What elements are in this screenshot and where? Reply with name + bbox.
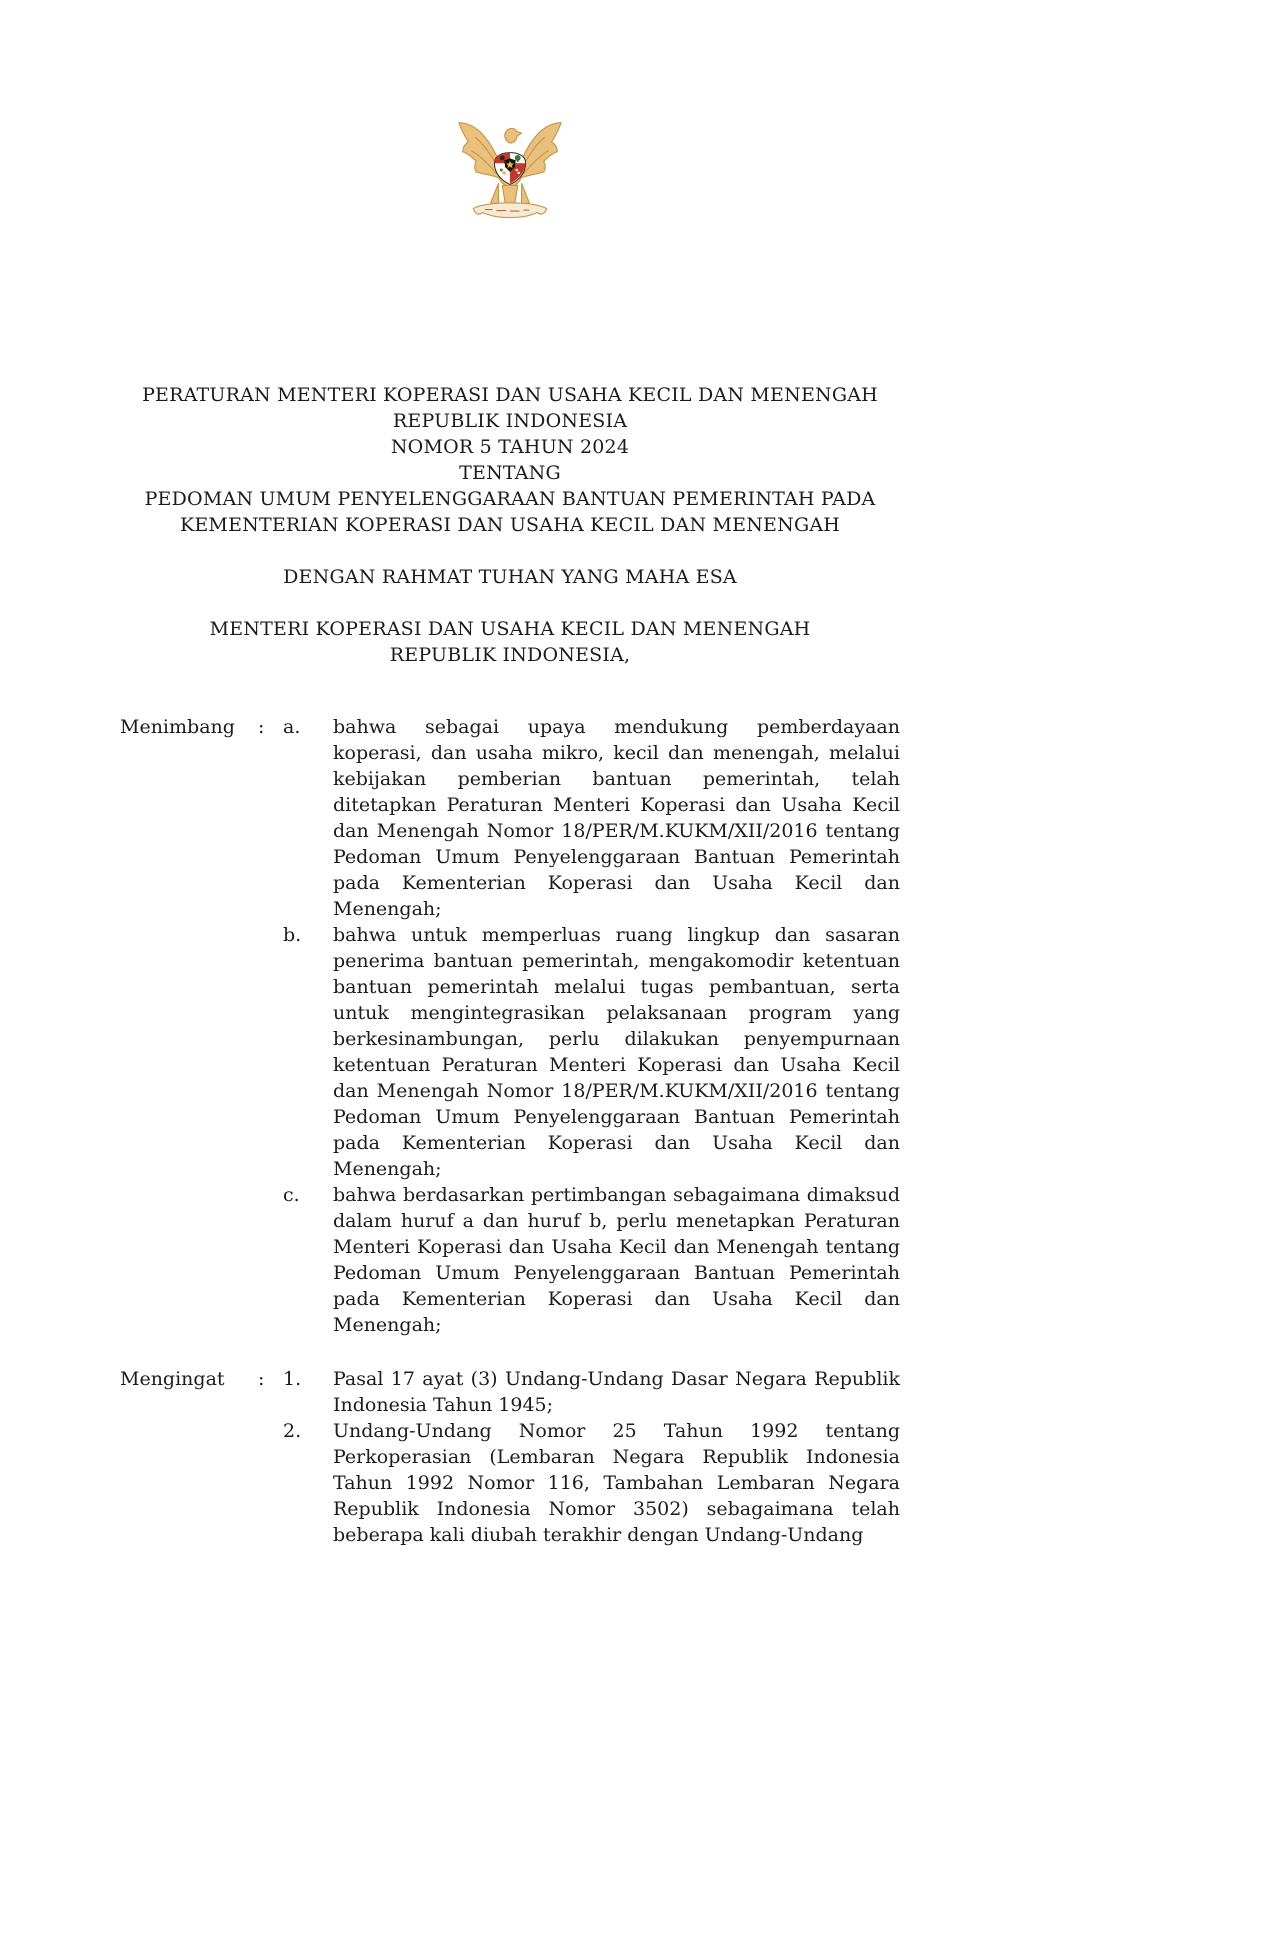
label-spacer	[120, 922, 258, 1182]
mengingat-label: Mengingat	[120, 1368, 225, 1390]
item-text: bahwa sebagai upaya mendukung pemberdayaan koperasi, dan usaha mikro, kecil dan menengah, melalui kebijakan pemberian bantuan pemerintah, telah ditetapkan Peraturan Menteri Koperasi dan Usaha Kecil dan Menengah Nomor 18/PER/M.KUKM/XII/2016 tentang Pedoman Umum Penyelenggaraan Bantuan Pemerintah pada Kementerian Koperasi dan Usaha Kecil dan Menengah;	[333, 716, 900, 920]
invocation-line: DENGAN RAHMAT TUHAN YANG MAHA ESA	[283, 566, 737, 588]
label-spacer	[120, 1418, 258, 1548]
menimbang-item-c	[120, 1182, 900, 1338]
label-spacer	[120, 1182, 258, 1338]
colon-spacer	[258, 1182, 283, 1338]
item-text: bahwa untuk memperluas ruang lingkup dan sasaran penerima bantuan pemerintah, mengakomodir ketentuan bantuan pemerintah melalui tugas pembantuan, serta untuk mengintegrasikan pelaksanaan program yang berkesinambungan, perlu dilakukan penyempurnaan ketentuan Peraturan Menteri Koperasi dan Usaha Kecil dan Menengah Nomor 18/PER/M.KUKM/XII/2016 tentang Pedoman Umum Penyelenggaraan Bantuan Pemerintah pada Kementerian Koperasi dan Usaha Kecil dan Menengah;	[333, 924, 900, 1180]
menimbang-item-b	[120, 922, 900, 1182]
garuda-icon	[452, 114, 568, 226]
item-text: bahwa berdasarkan pertimbangan sebagaimana dimaksud dalam huruf a dan huruf b, perlu menetapkan Peraturan Menteri Koperasi dan Usaha Kecil dan Menengah tentang Pedoman Umum Penyelenggaraan Bantuan Pemerintah pada Kementerian Koperasi dan Usaha Kecil dan Menengah;	[333, 1184, 900, 1336]
mengingat-item-1	[120, 1366, 900, 1418]
title-line-subject-1: PEDOMAN UMUM PENYELENGGARAAN BANTUAN PEMERINTAH PADA	[144, 488, 876, 510]
item-marker: 1.	[283, 1368, 302, 1390]
document-title	[120, 382, 900, 538]
menimbang-separator: :	[258, 716, 265, 738]
title-line-republic: REPUBLIK INDONESIA	[392, 410, 628, 432]
mengingat-section	[120, 1366, 900, 1548]
colon-spacer	[258, 1418, 283, 1548]
item-text: Pasal 17 ayat (3) Undang-Undang Dasar Negara Republik Indonesia Tahun 1945;	[333, 1368, 900, 1416]
colon-spacer	[258, 922, 283, 1182]
menimbang-label: Menimbang	[120, 716, 235, 738]
title-line-tentang: TENTANG	[459, 462, 561, 484]
menimbang-section	[120, 714, 900, 1338]
title-line-number: NOMOR 5 TAHUN 2024	[390, 436, 630, 458]
authority-line-1: MENTERI KOPERASI DAN USAHA KECIL DAN MENENGAH	[209, 618, 811, 640]
authority-line-2: REPUBLIK INDONESIA,	[389, 644, 631, 666]
title-line-regulation: PERATURAN MENTERI KOPERASI DAN USAHA KECIL DAN MENENGAH	[142, 384, 878, 406]
title-line-subject-2: KEMENTERIAN KOPERASI DAN USAHA KECIL DAN MENENGAH	[179, 514, 841, 536]
item-text: Undang-Undang Nomor 25 Tahun 1992 tentang Perkoperasian (Lembaran Negara Republik Indonesia Tahun 1992 Nomor 116, Tambahan Lembaran Negara Republik Indonesia Nomor 3502) sebagaimana telah beberapa kali diubah terakhir dengan Undang-Undang	[333, 1420, 900, 1546]
mengingat-separator: :	[258, 1368, 265, 1390]
mengingat-item-2	[120, 1418, 900, 1548]
item-marker: a.	[283, 716, 301, 738]
item-marker: c.	[283, 1184, 300, 1206]
item-marker: 2.	[283, 1420, 302, 1442]
garuda-pancasila-emblem	[120, 114, 900, 226]
document-content	[120, 0, 900, 1548]
authority-block	[120, 616, 900, 668]
item-marker: b.	[283, 924, 302, 946]
menimbang-item-a	[120, 714, 900, 922]
